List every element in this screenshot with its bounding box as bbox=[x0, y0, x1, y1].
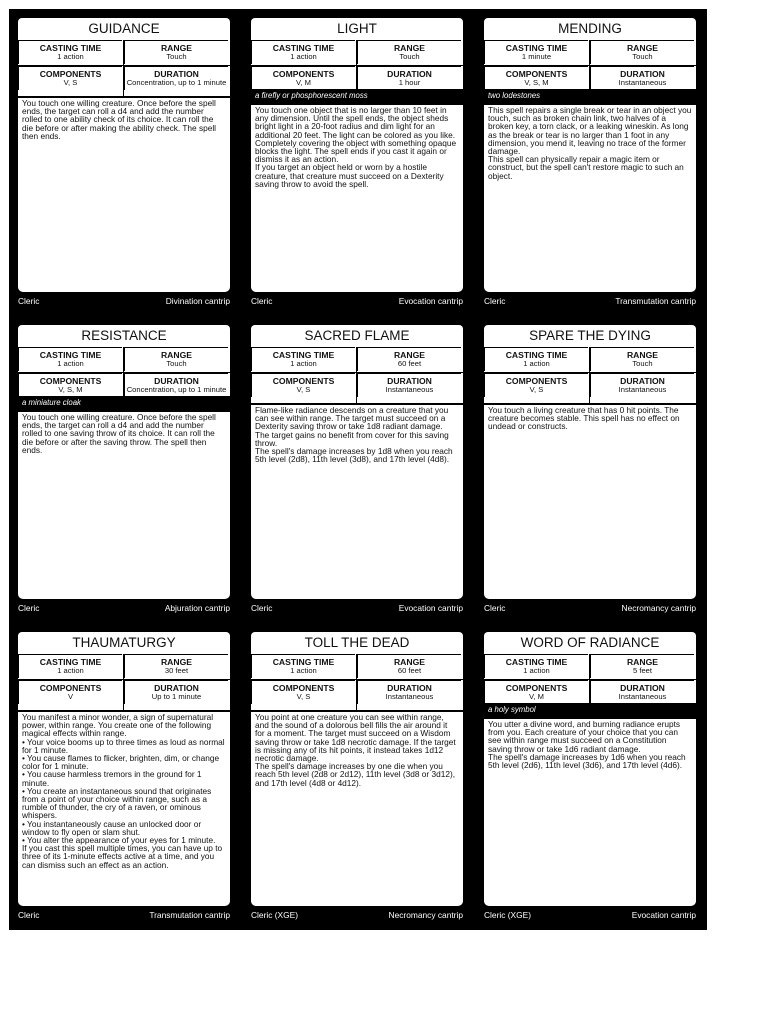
description-paragraph: The spell's damage increases by one die when you reach 5th level (2d8 or 2d12), 11th level (3d8 or 3d12), and 17th level (4d8 or 4d12). bbox=[255, 761, 456, 788]
grid-divider bbox=[18, 65, 230, 66]
duration-value: Concentration, up to 1 minute bbox=[126, 385, 227, 394]
spell-card bbox=[475, 316, 707, 622]
duration-value: Instantaneous bbox=[385, 385, 434, 394]
duration-value: Up to 1 minute bbox=[151, 692, 202, 701]
casting-time-value: 1 action bbox=[57, 666, 84, 675]
range-label: RANGE bbox=[393, 43, 426, 53]
duration-value: Concentration, up to 1 minute bbox=[126, 78, 227, 87]
card-title: SACRED FLAME bbox=[251, 325, 463, 347]
duration-label: DURATION bbox=[620, 376, 665, 386]
description-paragraph: If you cast this spell multiple times, you can have up to three of its 1-minute effects active at a time, and you can dismiss such an effect as an action. bbox=[22, 843, 223, 870]
casting-time-value: 1 action bbox=[57, 52, 84, 61]
card-footer bbox=[251, 909, 463, 921]
components-cell bbox=[18, 680, 122, 704]
duration-cell bbox=[124, 680, 228, 704]
casting-time-value: 1 action bbox=[290, 359, 317, 368]
card-title: LIGHT bbox=[251, 18, 463, 40]
components-value: V, S bbox=[296, 692, 311, 701]
components-cell bbox=[484, 66, 588, 90]
components-label: COMPONENTS bbox=[39, 376, 102, 386]
components-label: COMPONENTS bbox=[272, 69, 335, 79]
card-footer bbox=[18, 602, 230, 614]
components-value: V, S bbox=[63, 78, 78, 87]
description-paragraph: This spell repairs a single break or tear in an object you touch, such as broken chain link, two halves of a broken key, a torn clack, or a leaking wineskin. As long as the break or tear is no larger than 1 foot in any dimension, you mend it, leaving no trace of the former damage. bbox=[488, 105, 692, 157]
card-title: MENDING bbox=[484, 18, 696, 40]
spell-description bbox=[251, 405, 463, 599]
range-label: RANGE bbox=[626, 350, 659, 360]
spell-class: Cleric bbox=[484, 296, 506, 306]
card-title: RESISTANCE bbox=[18, 325, 230, 347]
card-title: GUIDANCE bbox=[18, 18, 230, 40]
components-value: V, S bbox=[529, 385, 544, 394]
card-footer bbox=[251, 295, 463, 307]
grid-divider bbox=[356, 40, 357, 96]
material-component: a holy symbol bbox=[484, 703, 696, 717]
card-title: SPARE THE DYING bbox=[484, 325, 696, 347]
stats-grid bbox=[18, 347, 230, 403]
range-cell bbox=[357, 654, 461, 678]
range-cell bbox=[124, 40, 228, 64]
casting-time-label: CASTING TIME bbox=[39, 43, 102, 53]
spell-class: Cleric bbox=[251, 603, 273, 613]
components-value: V, S, M bbox=[524, 78, 549, 87]
components-cell bbox=[18, 373, 122, 397]
components-cell bbox=[251, 66, 355, 90]
range-cell bbox=[124, 347, 228, 371]
spell-description bbox=[484, 105, 696, 292]
spell-card bbox=[9, 623, 241, 929]
duration-cell bbox=[357, 680, 461, 704]
description-paragraph: Flame-like radiance descends on a creature that you can see within range. The target must succeed on a Dexterity saving throw or take 1d8 radiant damage. The target gains no benefit from cover for this saving throw. bbox=[255, 405, 449, 448]
spell-card bbox=[242, 316, 474, 622]
range-cell bbox=[590, 654, 694, 678]
grid-divider bbox=[123, 40, 124, 96]
range-label: RANGE bbox=[393, 657, 426, 667]
material-component: a firefly or phosphorescent moss bbox=[251, 89, 463, 103]
grid-divider bbox=[123, 654, 124, 710]
components-label: COMPONENTS bbox=[272, 376, 335, 386]
casting-time-label: CASTING TIME bbox=[39, 350, 102, 360]
spell-school: Divination cantrip bbox=[165, 296, 230, 306]
grid-divider bbox=[251, 65, 463, 66]
stats-grid bbox=[484, 347, 696, 403]
casting-time-cell bbox=[18, 347, 122, 371]
spell-class: Cleric bbox=[18, 910, 40, 920]
components-label: COMPONENTS bbox=[39, 683, 102, 693]
grid-divider bbox=[251, 372, 463, 373]
range-cell bbox=[357, 40, 461, 64]
grid-divider bbox=[356, 654, 357, 710]
description-paragraph: The spell's damage increases by 1d6 when you reach 5th level (2d6), 11th level (3d6), and 17th level (4d6). bbox=[488, 751, 686, 771]
stats-grid bbox=[484, 654, 696, 710]
spell-class: Cleric bbox=[484, 603, 506, 613]
casting-time-value: 1 action bbox=[290, 666, 317, 675]
spell-description bbox=[18, 98, 230, 292]
components-value: V, S bbox=[296, 385, 311, 394]
description-paragraph: • You alter the appearance of your eyes for 1 minute. bbox=[22, 835, 216, 846]
spell-class: Cleric (XGE) bbox=[251, 910, 298, 920]
duration-cell bbox=[590, 373, 694, 397]
spell-card bbox=[242, 623, 474, 929]
card-sheet bbox=[9, 9, 707, 930]
spell-class: Cleric bbox=[251, 296, 273, 306]
card-title: THAUMATURGY bbox=[18, 632, 230, 654]
card-footer bbox=[484, 602, 696, 614]
range-value: 60 feet bbox=[397, 359, 422, 368]
spell-card bbox=[242, 9, 474, 315]
components-cell bbox=[251, 680, 355, 704]
duration-cell bbox=[124, 66, 228, 90]
grid-divider bbox=[18, 372, 230, 373]
spell-description bbox=[484, 405, 696, 599]
description-paragraph: • Your voice booms up to three times as loud as normal for 1 minute. bbox=[22, 736, 225, 755]
card-footer bbox=[251, 602, 463, 614]
duration-cell bbox=[357, 66, 461, 90]
components-value: V, M bbox=[296, 78, 311, 87]
stats-grid bbox=[251, 347, 463, 403]
spell-school: Necromancy cantrip bbox=[388, 910, 463, 920]
duration-cell bbox=[590, 680, 694, 704]
spell-school: Evocation cantrip bbox=[631, 910, 696, 920]
description-paragraph: You utter a divine word, and burning radiance erupts from you. Each creature of your choice that you can see within range must succeed on a Constitution saving throw or take 1d6 radiant damage. bbox=[488, 719, 681, 754]
spell-card bbox=[475, 9, 707, 315]
description-paragraph: You point at one creature you can see within range, and the sound of a dolorous bell fills the air around it for a moment. The target must succeed on a Wisdom saving throw or take 1d8 necrotic damage. If the target is missing any of its hit points, it instead takes 1d12 necrotic damage. bbox=[255, 712, 456, 764]
components-value: V, S, M bbox=[58, 385, 83, 394]
grid-divider bbox=[484, 65, 696, 66]
range-label: RANGE bbox=[626, 43, 659, 53]
components-cell bbox=[251, 373, 355, 397]
spell-class: Cleric (XGE) bbox=[484, 910, 531, 920]
description-paragraph: You touch one object that is no larger than 10 feet in any dimension. Until the spell ends, the object sheds bright light in a 20-foot radius and dim light for an additional 20 feet. The light can be colored as you like. Completely covering the object with something opaque blocks the light. The spell ends if you cast it again or dismiss it as an action. bbox=[255, 105, 457, 165]
card-footer bbox=[18, 909, 230, 921]
spell-school: Transmutation cantrip bbox=[149, 910, 230, 920]
components-value: V, M bbox=[529, 692, 544, 701]
material-component: a miniature cloak bbox=[18, 396, 230, 410]
casting-time-label: CASTING TIME bbox=[272, 43, 335, 53]
spell-description bbox=[251, 712, 463, 906]
grid-divider bbox=[589, 40, 590, 96]
grid-divider bbox=[589, 654, 590, 710]
duration-cell bbox=[124, 373, 228, 397]
description-paragraph: You manifest a minor wonder, a sign of supernatural power, within range. You create one of the following magical effects within range. bbox=[22, 712, 214, 739]
duration-value: 1 hour bbox=[398, 78, 421, 87]
spell-school: Necromancy cantrip bbox=[621, 603, 696, 613]
spell-card bbox=[9, 316, 241, 622]
range-value: 60 feet bbox=[397, 666, 422, 675]
card-footer bbox=[484, 295, 696, 307]
range-cell bbox=[590, 40, 694, 64]
range-value: Touch bbox=[166, 359, 187, 368]
description-paragraph: You touch one willing creature. Once before the spell ends, the target can roll a d4 and add the number rolled to one saving throw of its choice. It can roll the die before or after the saving throw. The spell then ends. bbox=[22, 412, 216, 455]
casting-time-label: CASTING TIME bbox=[272, 657, 335, 667]
casting-time-cell bbox=[18, 654, 122, 678]
casting-time-label: CASTING TIME bbox=[505, 350, 568, 360]
range-cell bbox=[357, 347, 461, 371]
casting-time-value: 1 action bbox=[523, 666, 550, 675]
spell-class: Cleric bbox=[18, 603, 40, 613]
range-label: RANGE bbox=[626, 657, 659, 667]
duration-label: DURATION bbox=[154, 683, 199, 693]
range-label: RANGE bbox=[160, 43, 193, 53]
duration-label: DURATION bbox=[387, 683, 432, 693]
components-cell bbox=[484, 373, 588, 397]
card-title: WORD OF RADIANCE bbox=[484, 632, 696, 654]
grid-divider bbox=[18, 679, 230, 680]
range-value: Touch bbox=[632, 52, 653, 61]
components-label: COMPONENTS bbox=[505, 69, 568, 79]
duration-label: DURATION bbox=[154, 376, 199, 386]
grid-divider bbox=[484, 679, 696, 680]
spell-school: Transmutation cantrip bbox=[615, 296, 696, 306]
components-label: COMPONENTS bbox=[505, 376, 568, 386]
duration-label: DURATION bbox=[620, 69, 665, 79]
spell-class: Cleric bbox=[18, 296, 40, 306]
duration-cell bbox=[357, 373, 461, 397]
casting-time-cell bbox=[484, 40, 588, 64]
range-value: Touch bbox=[399, 52, 420, 61]
stats-grid bbox=[484, 40, 696, 96]
components-cell bbox=[18, 66, 122, 90]
casting-time-label: CASTING TIME bbox=[505, 43, 568, 53]
spell-school: Evocation cantrip bbox=[398, 296, 463, 306]
casting-time-cell bbox=[484, 654, 588, 678]
duration-value: Instantaneous bbox=[618, 692, 667, 701]
duration-value: Instantaneous bbox=[385, 692, 434, 701]
casting-time-value: 1 action bbox=[523, 359, 550, 368]
stats-grid bbox=[18, 654, 230, 710]
stats-grid bbox=[251, 654, 463, 710]
casting-time-value: 1 action bbox=[290, 52, 317, 61]
spell-description bbox=[18, 712, 230, 906]
grid-divider bbox=[251, 679, 463, 680]
duration-label: DURATION bbox=[154, 69, 199, 79]
components-value: V bbox=[67, 692, 74, 701]
card-footer bbox=[18, 295, 230, 307]
casting-time-cell bbox=[18, 40, 122, 64]
card-footer bbox=[484, 909, 696, 921]
description-paragraph: • You cause flames to flicker, brighten, dim, or change color for 1 minute. bbox=[22, 753, 220, 772]
casting-time-cell bbox=[484, 347, 588, 371]
range-value: Touch bbox=[166, 52, 187, 61]
duration-value: Instantaneous bbox=[618, 78, 667, 87]
range-cell bbox=[124, 654, 228, 678]
casting-time-label: CASTING TIME bbox=[39, 657, 102, 667]
card-title: TOLL THE DEAD bbox=[251, 632, 463, 654]
description-paragraph: You touch a living creature that has 0 hit points. The creature becomes stable. This spell has no effect on undead or constructs. bbox=[488, 405, 680, 432]
spell-description bbox=[18, 412, 230, 599]
components-label: COMPONENTS bbox=[39, 69, 102, 79]
duration-cell bbox=[590, 66, 694, 90]
description-paragraph: If you target an object held or worn by a hostile creature, that creature must succeed on a Dexterity saving throw to avoid the spell. bbox=[255, 162, 444, 189]
duration-label: DURATION bbox=[620, 683, 665, 693]
casting-time-label: CASTING TIME bbox=[505, 657, 568, 667]
range-label: RANGE bbox=[393, 350, 426, 360]
duration-label: DURATION bbox=[387, 69, 432, 79]
spell-card bbox=[9, 9, 241, 315]
duration-label: DURATION bbox=[387, 376, 432, 386]
grid-divider bbox=[123, 347, 124, 403]
range-value: 30 feet bbox=[164, 666, 189, 675]
range-value: Touch bbox=[632, 359, 653, 368]
stats-grid bbox=[18, 40, 230, 96]
spell-school: Evocation cantrip bbox=[398, 603, 463, 613]
casting-time-value: 1 minute bbox=[521, 52, 552, 61]
description-paragraph: You touch one willing creature. Once before the spell ends, the target can roll a d4 and add the number rolled to one ability check of its choice. It can roll the die before or after making the ability check. The spell then ends. bbox=[22, 98, 217, 141]
range-label: RANGE bbox=[160, 657, 193, 667]
range-label: RANGE bbox=[160, 350, 193, 360]
spell-description bbox=[484, 719, 696, 906]
casting-time-value: 1 action bbox=[57, 359, 84, 368]
spell-school: Abjuration cantrip bbox=[164, 603, 230, 613]
grid-divider bbox=[356, 347, 357, 403]
description-paragraph: The spell's damage increases by 1d8 when you reach 5th level (2d8), 11th level (3d8), and 17th level (4d8). bbox=[255, 446, 453, 465]
grid-divider bbox=[484, 372, 696, 373]
material-component: two lodestones bbox=[484, 89, 696, 103]
components-cell bbox=[484, 680, 588, 704]
casting-time-label: CASTING TIME bbox=[272, 350, 335, 360]
casting-time-cell bbox=[251, 654, 355, 678]
casting-time-cell bbox=[251, 40, 355, 64]
grid-divider bbox=[589, 347, 590, 403]
components-label: COMPONENTS bbox=[505, 683, 568, 693]
description-paragraph: • You cause harmless tremors in the ground for 1 minute. bbox=[22, 769, 202, 788]
description-paragraph: • You create an instantaneous sound that originates from a point of your choice within range, such as a rumble of thunder, the cry of a raven, or ominous whispers. bbox=[22, 785, 212, 821]
casting-time-cell bbox=[251, 347, 355, 371]
duration-value: Instantaneous bbox=[618, 385, 667, 394]
description-paragraph: This spell can physically repair a magic item or construct, but the spell can't restore magic to such an object. bbox=[488, 154, 684, 181]
spell-card bbox=[475, 623, 707, 929]
range-cell bbox=[590, 347, 694, 371]
description-paragraph: • You instantaneously cause an unlocked door or window to fly open or slam shut. bbox=[22, 818, 202, 837]
stats-grid bbox=[251, 40, 463, 96]
range-value: 5 feet bbox=[633, 666, 652, 675]
spell-description bbox=[251, 105, 463, 292]
components-label: COMPONENTS bbox=[272, 683, 335, 693]
